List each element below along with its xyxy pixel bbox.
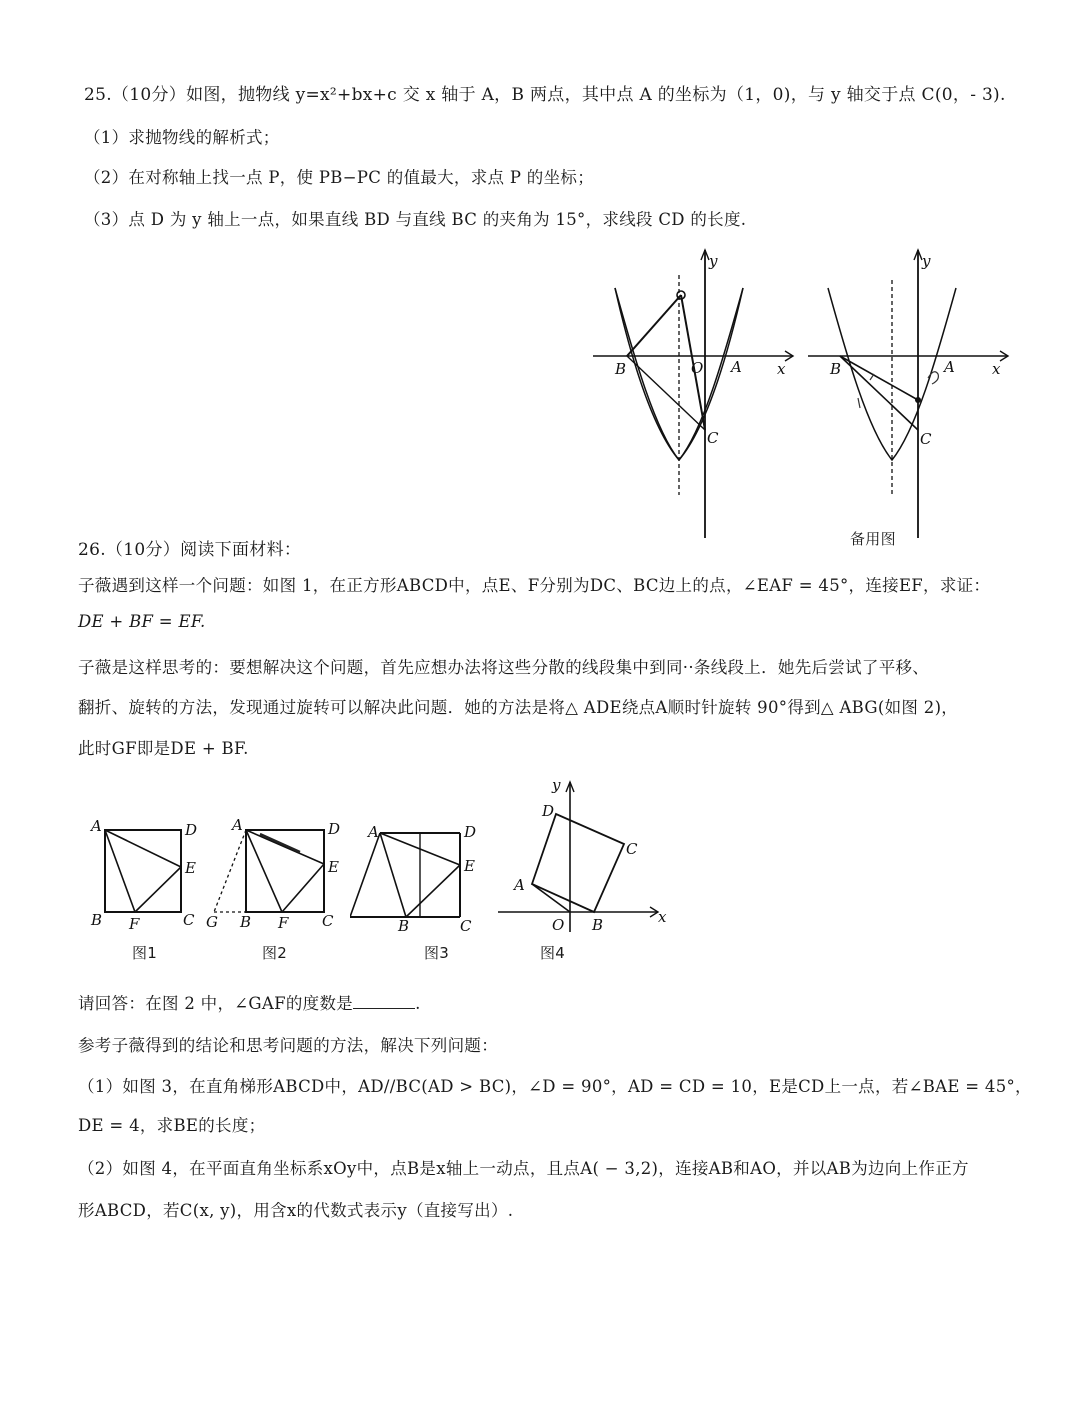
q26-answer-line [78, 990, 421, 1014]
label-c: C [460, 917, 472, 935]
segment-ag [214, 830, 246, 912]
square-abcd [246, 830, 324, 912]
label-o: O [691, 359, 704, 377]
figure-3-caption: 图3 [424, 944, 450, 962]
segment-ef [282, 864, 324, 912]
label-b: B [398, 917, 410, 935]
segment-be [406, 865, 460, 917]
q26-p2a: 子薇是这样思考的：要想解决这个问题，首先应想办法将这些分散的线段集中到同··条线段上．她先后尝试了平移、 [78, 658, 930, 677]
q25-backup-figure [800, 240, 1015, 540]
label-x: x [992, 360, 1001, 378]
label-e: E [328, 858, 339, 876]
label-b: B [240, 913, 252, 931]
label-c: C [322, 912, 334, 930]
q25-title: 25.（10分）如图，抛物线 y=x²+bx+c 交 x 轴于 A，B 两点，其中点 A 的坐标为（1，0)，与 y 轴交于点 C(0，- 3). [84, 85, 1006, 105]
q25-parabola-figure [585, 240, 800, 540]
pencil-tick-2 [858, 398, 860, 408]
label-f: F [278, 914, 289, 932]
q26-p1b: DE + BF = EF. [78, 612, 206, 631]
figure-3 [350, 815, 490, 935]
q26-p2b: 翻折、旋转的方法，发现通过旋转可以解决此问题．她的方法是将△ ADE绕点A顺时针旋转 90°得到△ ABG(如图 2)， [78, 698, 959, 717]
q26-p3: 参考子薇得到的结论和思考问题的方法，解决下列问题： [78, 1036, 498, 1055]
q26-p4b: DE = 4，求BE的长度； [78, 1116, 266, 1135]
answer-prompt: 请回答：在图 2 中，∠GAF的度数是 [78, 994, 354, 1013]
figure-2-caption: 图2 [262, 944, 288, 962]
label-d: D [542, 802, 555, 820]
figure-1-caption: 图1 [132, 944, 158, 962]
q25-sub1: （1）求抛物线的解析式； [84, 128, 280, 147]
answer-blank[interactable] [353, 994, 415, 1009]
q26-title: 26.（10分）阅读下面材料： [78, 540, 302, 560]
label-b: B [830, 360, 842, 378]
q25-sub2: （2）在对称轴上找一点 P，使 PB−PC 的值最大，求点 P 的坐标； [84, 168, 595, 187]
figure-2 [200, 812, 350, 937]
label-a: A [514, 876, 525, 894]
label-x: x [777, 360, 786, 378]
q26-p2c: 此时GF即是DE + BF. [78, 739, 249, 758]
point-d [915, 397, 921, 403]
label-c: C [920, 430, 932, 448]
figure-4-caption: 图4 [540, 944, 566, 962]
backup-figure-caption: 备用图 [850, 530, 896, 548]
q26-p4a: （1）如图 3，在直角梯形ABCD中，AD//BC(AD > BC)，∠D = 90°，AD = CD = 10，E是CD上一点，若∠BAE = 45°， [78, 1077, 1032, 1096]
label-y: y [709, 252, 718, 270]
label-b: B [592, 916, 604, 934]
label-a: A [368, 823, 379, 841]
label-f: F [129, 915, 140, 933]
label-d: D [328, 820, 341, 838]
label-b: B [91, 911, 103, 929]
label-y: y [922, 252, 931, 270]
label-c: C [183, 911, 195, 929]
q26-p5b: 形ABCD，若C(x, y)，用含x的代数式表示y（直接写出）. [78, 1201, 514, 1220]
segment-ae [246, 830, 324, 864]
label-d: D [185, 821, 198, 839]
label-c: C [707, 429, 719, 447]
label-a: A [232, 816, 243, 834]
label-y: y [552, 776, 561, 794]
label-e: E [464, 857, 475, 875]
label-x: x [658, 908, 667, 926]
q26-p1a: 子薇遇到这样一个问题：如图 1，在正方形ABCD中，点E、F分别为DC、BC边上的点，∠EAF = 45°，连接EF，求证： [78, 576, 991, 595]
segment-bp [627, 295, 681, 356]
label-g: G [206, 913, 218, 931]
label-e: E [185, 859, 196, 877]
label-o: O [552, 916, 565, 934]
label-b: B [615, 360, 627, 378]
label-a: A [944, 358, 955, 376]
figure-4 [490, 772, 670, 942]
segment-ef [135, 867, 181, 912]
pen-mark [260, 834, 300, 852]
label-a: A [91, 817, 102, 835]
q26-p5a: （2）如图 4，在平面直角坐标系xOy中，点B是x轴上一动点，且点A( − 3,2)，连接AB和AO，并以AB为边向上作正方 [78, 1159, 969, 1178]
q25-sub3: （3）点 D 为 y 轴上一点，如果直线 BD 与直线 BC 的夹角为 15°，求线段 CD 的长度. [84, 210, 747, 229]
label-c: C [626, 840, 638, 858]
answer-end: . [415, 994, 421, 1013]
label-d: D [464, 823, 477, 841]
figure-1 [85, 815, 205, 935]
segment-ab [380, 833, 406, 917]
square-abcd [105, 830, 181, 912]
label-a: A [731, 358, 742, 376]
square-abcd [532, 814, 624, 912]
segment-left [350, 833, 380, 917]
